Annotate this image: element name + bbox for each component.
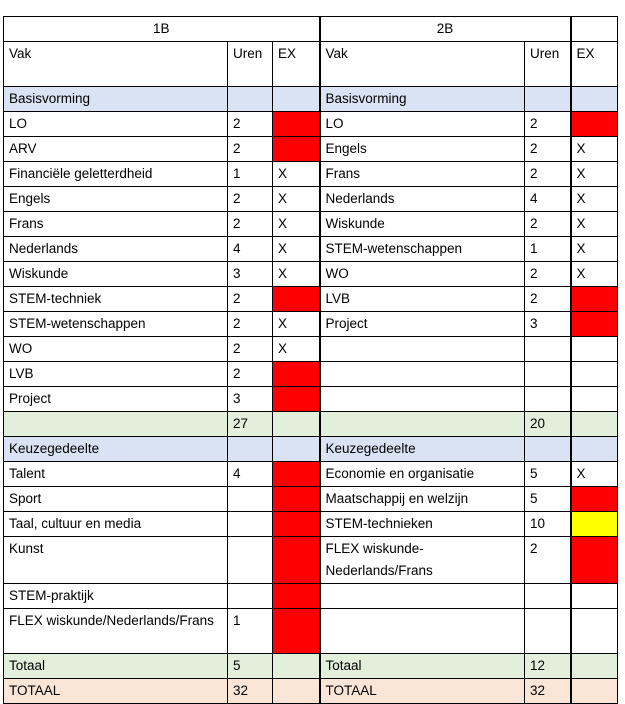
cell-2b-uren: [525, 337, 571, 362]
cell-1b-ex: X: [273, 187, 320, 212]
column-header-vak: Vak: [4, 42, 228, 87]
cell-1b-ex: [273, 512, 320, 537]
cell-2b-ex: X: [571, 237, 618, 262]
cell-1b-uren: [228, 512, 273, 537]
cell-2b-vak: Wiskunde: [320, 212, 525, 237]
cell-2b-uren: 32: [525, 679, 571, 704]
cell-1b-uren: 1: [228, 609, 273, 654]
table-row: [4, 212, 618, 237]
cell-1b-uren: 1: [228, 162, 273, 187]
cell-1b-ex: X: [273, 237, 320, 262]
cell-1b-uren: 2: [228, 187, 273, 212]
cell-2b-ex: X: [571, 462, 618, 487]
cell-1b-vak: LO: [4, 112, 228, 137]
cell-1b-vak: Engels: [4, 187, 228, 212]
cell-1b-uren: 32: [228, 679, 273, 704]
lessentabel: [3, 16, 618, 704]
cell-2b-uren: 2: [525, 137, 571, 162]
table-row: [4, 362, 618, 387]
cell-1b-vak: Taal, cultuur en media: [4, 512, 228, 537]
cell-2b-ex: [571, 437, 618, 462]
table-row: [4, 654, 618, 679]
cell-2b-uren: 3: [525, 312, 571, 337]
cell-2b-ex: [571, 87, 618, 112]
cell-1b-vak: Totaal: [4, 654, 228, 679]
cell-2b-uren: 20: [525, 412, 571, 437]
cell-1b-ex: X: [273, 312, 320, 337]
cell-1b-vak: TOTAAL: [4, 679, 228, 704]
cell-1b-ex: [273, 87, 320, 112]
table-row: [4, 87, 618, 112]
cell-2b-vak: LO: [320, 112, 525, 137]
cell-2b-uren: 2: [525, 262, 571, 287]
cell-1b-ex: [273, 487, 320, 512]
cell-1b-ex: [273, 437, 320, 462]
cell-1b-ex: [273, 609, 320, 654]
cell-1b-ex: X: [273, 337, 320, 362]
cell-2b-vak: Project: [320, 312, 525, 337]
cell-1b-uren: 3: [228, 387, 273, 412]
cell-2b-ex: [571, 654, 618, 679]
cell-2b-vak: LVB: [320, 287, 525, 312]
cell-2b-vak: FLEX wiskunde-Nederlands/Frans: [320, 537, 525, 584]
cell-1b-vak: [4, 412, 228, 437]
cell-2b-uren: 10: [525, 512, 571, 537]
table-row: [4, 537, 618, 584]
cell-1b-vak: LVB: [4, 362, 228, 387]
table-row: [4, 584, 618, 609]
cell-1b-uren: 2: [228, 212, 273, 237]
cell-2b-uren: [525, 387, 571, 412]
table-row: [4, 112, 618, 137]
cell-1b-vak: WO: [4, 337, 228, 362]
cell-1b-vak: Basisvorming: [4, 87, 228, 112]
cell-1b-ex: [273, 412, 320, 437]
cell-2b-uren: [525, 609, 571, 654]
cell-1b-ex: [273, 462, 320, 487]
cell-1b-uren: 2: [228, 112, 273, 137]
cell-2b-uren: [525, 437, 571, 462]
cell-2b-vak: Engels: [320, 137, 525, 162]
cell-2b-vak: Maatschappij en welzijn: [320, 487, 525, 512]
cell-1b-uren: 2: [228, 312, 273, 337]
grade-2b-header-ex: [571, 17, 618, 42]
cell-2b-vak: Totaal: [320, 654, 525, 679]
grade-header-row: [4, 17, 618, 42]
cell-2b-ex: [571, 412, 618, 437]
table-row: [4, 512, 618, 537]
table-row: [4, 679, 618, 704]
table-row: [4, 387, 618, 412]
cell-2b-ex: [571, 112, 618, 137]
cell-2b-ex: [571, 387, 618, 412]
cell-1b-vak: Keuzegedeelte: [4, 437, 228, 462]
table-row: [4, 487, 618, 512]
cell-1b-uren: [228, 584, 273, 609]
cell-2b-uren: 1: [525, 237, 571, 262]
cell-2b-uren: 2: [525, 287, 571, 312]
column-header-vak: Vak: [320, 42, 525, 87]
cell-2b-vak: [320, 387, 525, 412]
cell-1b-ex: [273, 137, 320, 162]
column-header-uren: Uren: [525, 42, 571, 87]
cell-2b-uren: [525, 362, 571, 387]
table-row: [4, 337, 618, 362]
column-header-row: [4, 42, 618, 87]
cell-1b-uren: 2: [228, 287, 273, 312]
cell-2b-uren: 2: [525, 212, 571, 237]
cell-2b-ex: [571, 287, 618, 312]
cell-1b-vak: Nederlands: [4, 237, 228, 262]
cell-1b-uren: [228, 437, 273, 462]
cell-2b-vak: Economie en organisatie: [320, 462, 525, 487]
cell-2b-vak: [320, 609, 525, 654]
cell-1b-uren: [228, 537, 273, 584]
cell-1b-vak: Project: [4, 387, 228, 412]
cell-2b-ex: X: [571, 212, 618, 237]
cell-2b-uren: 12: [525, 654, 571, 679]
grade-2b-header: 2B: [320, 17, 571, 42]
cell-2b-ex: [571, 337, 618, 362]
cell-2b-ex: X: [571, 162, 618, 187]
table-row: [4, 609, 618, 654]
cell-1b-ex: [273, 654, 320, 679]
cell-2b-vak: STEM-wetenschappen: [320, 237, 525, 262]
cell-1b-ex: [273, 537, 320, 584]
cell-1b-ex: [273, 387, 320, 412]
cell-2b-vak: [320, 362, 525, 387]
cell-1b-uren: 4: [228, 462, 273, 487]
grade-1b-header: 1B: [4, 17, 320, 42]
cell-1b-vak: Talent: [4, 462, 228, 487]
cell-1b-vak: Sport: [4, 487, 228, 512]
column-header-uren: Uren: [228, 42, 273, 87]
cell-1b-uren: 3: [228, 262, 273, 287]
cell-1b-uren: [228, 87, 273, 112]
cell-1b-vak: Frans: [4, 212, 228, 237]
cell-1b-vak: Financiële geletterdheid: [4, 162, 228, 187]
cell-1b-uren: 5: [228, 654, 273, 679]
cell-1b-vak: STEM-wetenschappen: [4, 312, 228, 337]
cell-1b-uren: [228, 487, 273, 512]
cell-1b-uren: 27: [228, 412, 273, 437]
cell-2b-ex: [571, 584, 618, 609]
cell-2b-ex: [571, 679, 618, 704]
cell-2b-uren: [525, 584, 571, 609]
cell-2b-uren: 5: [525, 462, 571, 487]
table-row: [4, 312, 618, 337]
cell-1b-uren: 2: [228, 337, 273, 362]
cell-1b-uren: 2: [228, 137, 273, 162]
cell-2b-ex: [571, 312, 618, 337]
column-header-ex: EX: [571, 42, 618, 87]
cell-2b-uren: 2: [525, 162, 571, 187]
cell-2b-uren: 2: [525, 112, 571, 137]
cell-2b-vak: Frans: [320, 162, 525, 187]
cell-2b-vak: [320, 412, 525, 437]
cell-1b-ex: [273, 584, 320, 609]
cell-1b-vak: STEM-praktijk: [4, 584, 228, 609]
cell-2b-vak: Nederlands: [320, 187, 525, 212]
cell-1b-vak: Wiskunde: [4, 262, 228, 287]
cell-2b-vak: [320, 584, 525, 609]
column-header-ex: EX: [273, 42, 320, 87]
table-row: [4, 462, 618, 487]
cell-2b-ex: X: [571, 187, 618, 212]
cell-1b-vak: ARV: [4, 137, 228, 162]
cell-1b-uren: 4: [228, 237, 273, 262]
cell-1b-ex: [273, 362, 320, 387]
cell-1b-vak: FLEX wiskunde/Nederlands/Frans: [4, 609, 228, 654]
cell-2b-vak: Keuzegedeelte: [320, 437, 525, 462]
table-body: [4, 87, 618, 704]
cell-2b-ex: [571, 609, 618, 654]
cell-2b-uren: 2: [525, 537, 571, 584]
cell-1b-ex: [273, 679, 320, 704]
table-row: [4, 262, 618, 287]
cell-1b-ex: X: [273, 262, 320, 287]
cell-2b-ex: [571, 362, 618, 387]
cell-1b-ex: [273, 287, 320, 312]
cell-2b-ex: [571, 512, 618, 537]
cell-1b-uren: 2: [228, 362, 273, 387]
table-row: [4, 437, 618, 462]
cell-1b-ex: X: [273, 212, 320, 237]
cell-2b-vak: TOTAAL: [320, 679, 525, 704]
table-row: [4, 187, 618, 212]
cell-2b-vak: Basisvorming: [320, 87, 525, 112]
table-row: [4, 237, 618, 262]
cell-2b-vak: [320, 337, 525, 362]
cell-1b-ex: [273, 112, 320, 137]
cell-1b-vak: Kunst: [4, 537, 228, 584]
table-row: [4, 412, 618, 437]
cell-2b-ex: [571, 487, 618, 512]
cell-1b-vak: STEM-techniek: [4, 287, 228, 312]
table-row: [4, 162, 618, 187]
cell-2b-ex: X: [571, 262, 618, 287]
table-row: [4, 137, 618, 162]
cell-2b-uren: 4: [525, 187, 571, 212]
cell-2b-ex: X: [571, 137, 618, 162]
cell-2b-ex: [571, 537, 618, 584]
cell-2b-vak: STEM-technieken: [320, 512, 525, 537]
cell-2b-vak: WO: [320, 262, 525, 287]
cell-2b-uren: 5: [525, 487, 571, 512]
cell-1b-ex: X: [273, 162, 320, 187]
table-row: [4, 287, 618, 312]
cell-2b-uren: [525, 87, 571, 112]
